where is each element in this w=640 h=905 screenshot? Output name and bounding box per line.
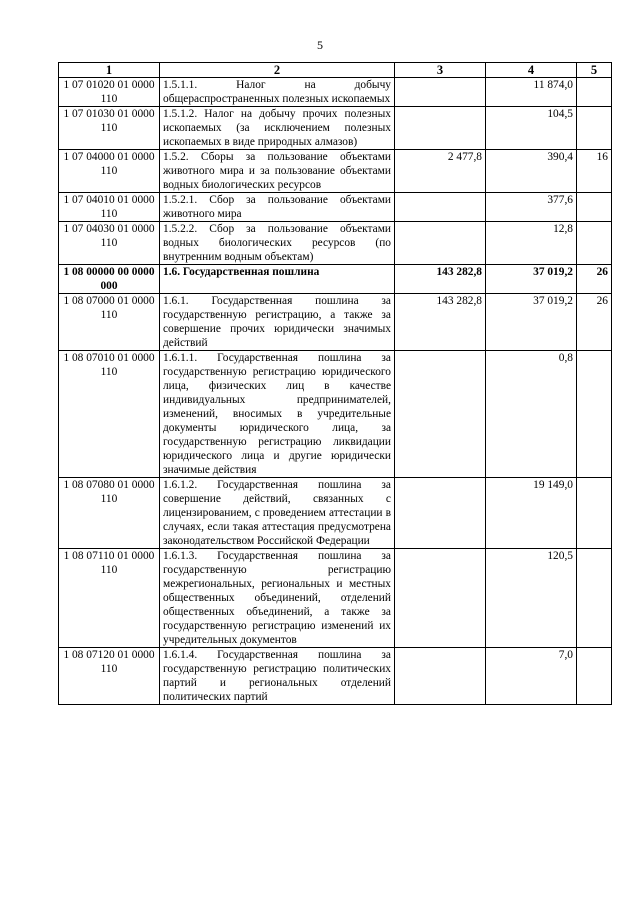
item-name-cell: 1.6.1.2. Государственная пошлина за совершение действий, связанных с лицензированием, с проведением аттестации в случаях, если такая аттестация предусмотрена законодательством Российской Федерации — [160, 478, 395, 549]
value-col-4-cell: 377,6 — [486, 193, 577, 222]
value-col-4-cell: 37 019,2 — [486, 265, 577, 294]
budget-code-cell: 1 07 01030 01 0000 110 — [59, 107, 160, 150]
item-name-cell: 1.5.2.1. Сбор за пользование объектами животного мира — [160, 193, 395, 222]
value-col-4-cell: 7,0 — [486, 648, 577, 705]
table-row — [59, 150, 612, 193]
item-name-cell: 1.5.1.2. Налог на добычу прочих полезных ископаемых (за исключением полезных ископаемых в виде природных алмазов) — [160, 107, 395, 150]
column-header-1: 1 — [59, 63, 160, 78]
value-col-3-cell: 2 477,8 — [395, 150, 486, 193]
budget-code-cell: 1 07 04030 01 0000 110 — [59, 222, 160, 265]
budget-code-cell: 1 08 07110 01 0000 110 — [59, 549, 160, 648]
value-col-3-cell — [395, 78, 486, 107]
value-col-5-cell: 26 — [577, 294, 612, 351]
value-col-5-cell — [577, 222, 612, 265]
table-row — [59, 193, 612, 222]
value-col-3-cell — [395, 107, 486, 150]
value-col-3-cell: 143 282,8 — [395, 294, 486, 351]
value-col-5-cell — [577, 78, 612, 107]
table-row — [59, 294, 612, 351]
table-row — [59, 222, 612, 265]
table-row — [59, 265, 612, 294]
table-row — [59, 107, 612, 150]
value-col-3-cell: 143 282,8 — [395, 265, 486, 294]
item-name-cell: 1.6.1.1. Государственная пошлина за государственную регистрацию юридического лица, физических лиц в качестве индивидуальных предпринимателей, изменений, вносимых в учредительные документы юридического лица, за государственную регистрацию ликвидации юридического лица и другие юридически значимые действия — [160, 351, 395, 478]
value-col-5-cell — [577, 478, 612, 549]
table-row — [59, 478, 612, 549]
item-name-cell: 1.6.1.3. Государственная пошлина за государственную регистрацию межрегиональных, региональных и местных общественных объединений, отделений общественных объединений, а также за государственную регистрацию изменений их учредительных документов — [160, 549, 395, 648]
item-name-cell: 1.6.1. Государственная пошлина за государственную регистрацию, а также за совершение прочих юридически значимых действий — [160, 294, 395, 351]
value-col-4-cell: 0,8 — [486, 351, 577, 478]
value-col-3-cell — [395, 222, 486, 265]
value-col-4-cell: 19 149,0 — [486, 478, 577, 549]
column-header-5: 5 — [577, 63, 612, 78]
page-number: 5 — [317, 38, 323, 52]
column-header-3: 3 — [395, 63, 486, 78]
value-col-4-cell: 11 874,0 — [486, 78, 577, 107]
value-col-3-cell — [395, 193, 486, 222]
item-name-cell: 1.5.1.1. Налог на добычу общераспространенных полезных ископаемых — [160, 78, 395, 107]
table-row — [59, 78, 612, 107]
value-col-5-cell — [577, 648, 612, 705]
value-col-5-cell: 26 — [577, 265, 612, 294]
item-name-cell: 1.5.2. Сборы за пользование объектами животного мира и за пользование объектами водных биологических ресурсов — [160, 150, 395, 193]
value-col-4-cell: 120,5 — [486, 549, 577, 648]
column-header-2: 2 — [160, 63, 395, 78]
column-header-4: 4 — [486, 63, 577, 78]
value-col-4-cell: 390,4 — [486, 150, 577, 193]
budget-code-cell: 1 07 01020 01 0000 110 — [59, 78, 160, 107]
value-col-4-cell: 37 019,2 — [486, 294, 577, 351]
value-col-5-cell: 16 — [577, 150, 612, 193]
value-col-4-cell: 12,8 — [486, 222, 577, 265]
item-name-cell: 1.6.1.4. Государственная пошлина за государственную регистрацию политических партий и региональных отделений политических партий — [160, 648, 395, 705]
item-name-cell: 1.5.2.2. Сбор за пользование объектами водных биологических ресурсов (по внутренним водным объектам) — [160, 222, 395, 265]
budget-code-cell: 1 08 07000 01 0000 110 — [59, 294, 160, 351]
value-col-5-cell — [577, 351, 612, 478]
budget-code-cell: 1 08 07120 01 0000 110 — [59, 648, 160, 705]
budget-code-cell: 1 07 04000 01 0000 110 — [59, 150, 160, 193]
table-row — [59, 351, 612, 478]
table-row — [59, 648, 612, 705]
value-col-3-cell — [395, 648, 486, 705]
budget-code-cell: 1 08 00000 00 0000 000 — [59, 265, 160, 294]
table-row — [59, 549, 612, 648]
budget-code-cell: 1 08 07080 01 0000 110 — [59, 478, 160, 549]
budget-table — [58, 62, 612, 705]
budget-code-cell: 1 08 07010 01 0000 110 — [59, 351, 160, 478]
value-col-5-cell — [577, 193, 612, 222]
item-name-cell: 1.6. Государственная пошлина — [160, 265, 395, 294]
value-col-5-cell — [577, 107, 612, 150]
value-col-5-cell — [577, 549, 612, 648]
value-col-3-cell — [395, 549, 486, 648]
value-col-4-cell: 104,5 — [486, 107, 577, 150]
budget-code-cell: 1 07 04010 01 0000 110 — [59, 193, 160, 222]
value-col-3-cell — [395, 478, 486, 549]
table-header-row — [59, 63, 612, 78]
value-col-3-cell — [395, 351, 486, 478]
